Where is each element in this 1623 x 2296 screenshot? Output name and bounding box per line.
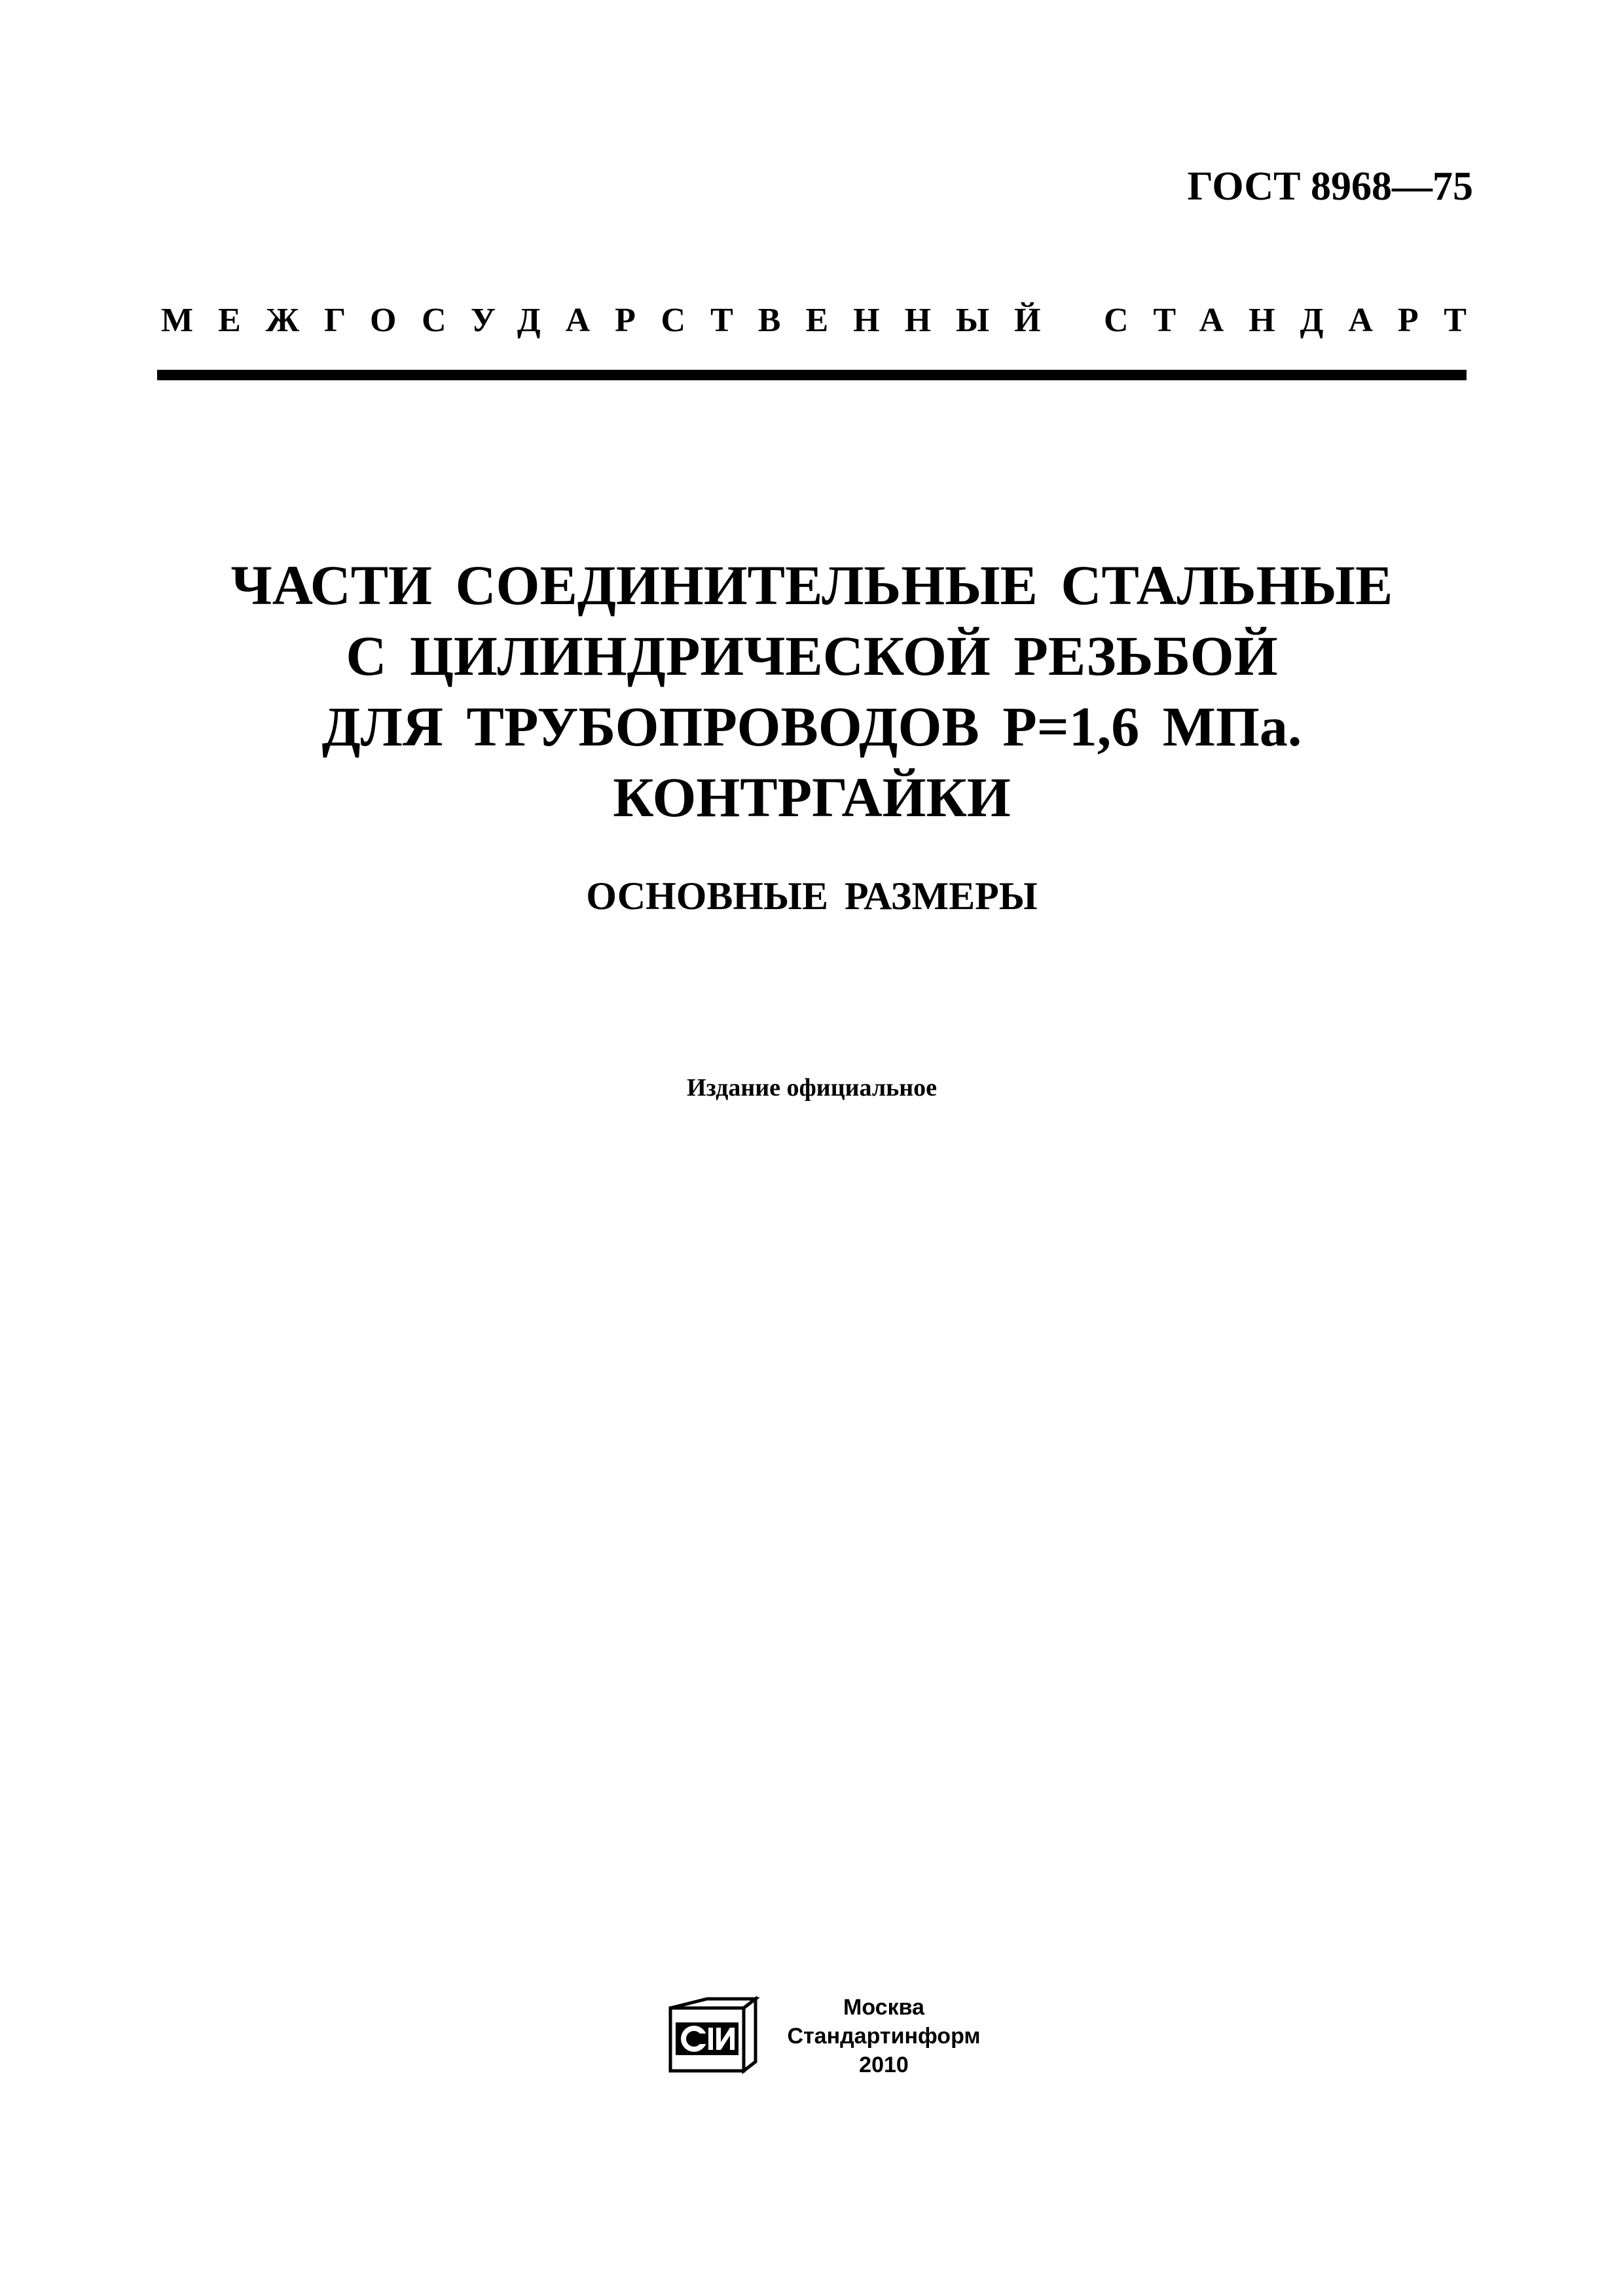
document-subtitle: ОСНОВНЫЕ РАЗМЕРЫ bbox=[586, 874, 1038, 918]
edition-note: Издание официальное bbox=[686, 1074, 937, 1102]
title-line-4: КОНТРГАЙКИ bbox=[613, 766, 1011, 829]
title-line-3: ДЛЯ ТРУБОПРОВОДОВ P=1,6 МПа. bbox=[321, 695, 1302, 758]
imprint-block bbox=[766, 1993, 1002, 2079]
document-number: ГОСТ 8968—75 bbox=[1187, 164, 1473, 209]
standard-type-word-2: СТАНДАРТ bbox=[1103, 302, 1491, 339]
standard-type-word-1: МЕЖГОСУДАРСТВЕННЫЙ bbox=[161, 302, 1066, 339]
publisher-logo-icon bbox=[668, 1996, 759, 2075]
imprint-year: 2010 bbox=[859, 2053, 909, 2077]
title-line-2: С ЦИЛИНДРИЧЕСКОЙ РЕЗЬБОЙ bbox=[346, 624, 1278, 687]
imprint-publisher: Стандартинформ bbox=[787, 2024, 981, 2049]
imprint-city: Москва bbox=[843, 1995, 924, 2020]
header-divider-rule bbox=[157, 370, 1467, 380]
standard-type-heading bbox=[161, 301, 1491, 340]
document-title bbox=[131, 550, 1493, 833]
title-line-1: ЧАСТИ СОЕДИНИТЕЛЬНЫЕ СТАЛЬНЫЕ bbox=[230, 554, 1393, 617]
